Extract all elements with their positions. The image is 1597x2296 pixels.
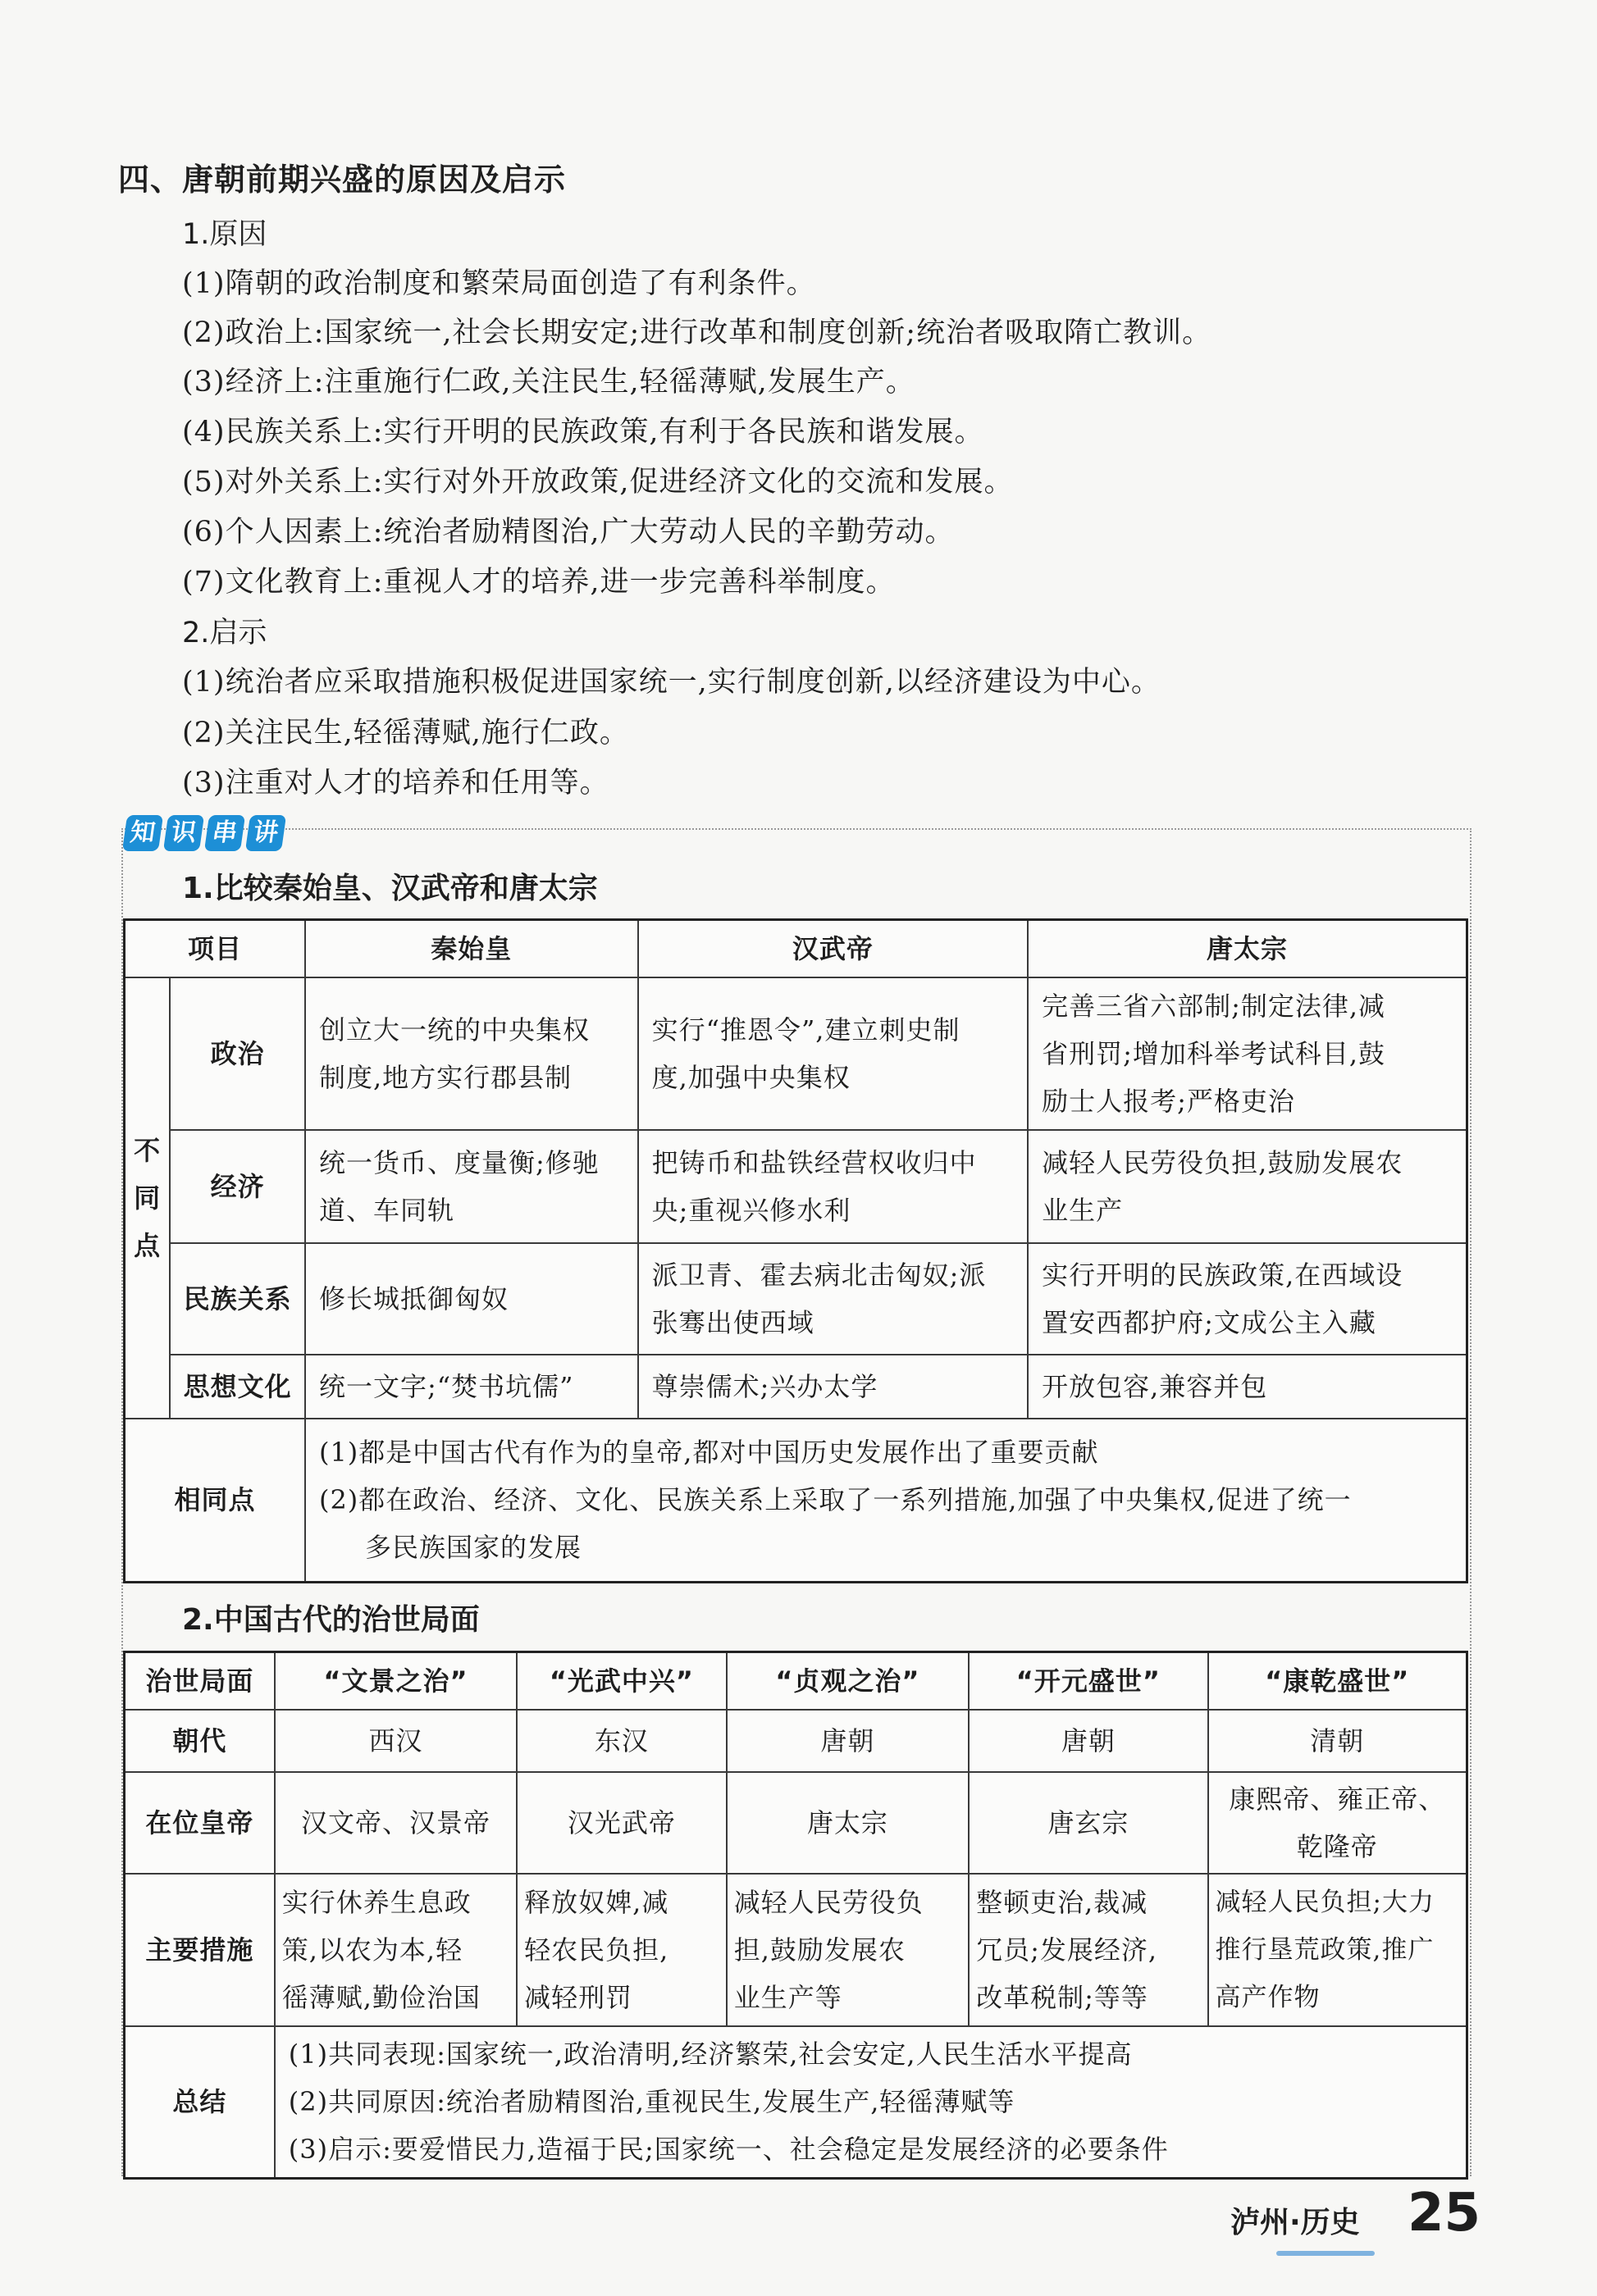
header-cell: 治世局面 xyxy=(125,1652,275,1710)
cell: 修长城抵御匈奴 xyxy=(305,1243,638,1355)
table1-title: 1.比较秦始皇、汉武帝和唐太宗 xyxy=(182,872,598,905)
header-cell: 唐太宗 xyxy=(1028,920,1467,977)
insight-item: (1)统治者应采取措施积极促进国家统一,实行制度创新,以经济建设为中心。 xyxy=(182,666,1161,699)
badge-char: 讲 xyxy=(245,815,286,851)
badge-char: 串 xyxy=(204,815,245,851)
same-cell: (1)都是中国古代有作为的皇帝,都对中国历史发展作出了重要贡献 (2)都在政治、经济、文化、民族关系上采取了一系列措施,加强了中央集权,促进了统一 多民族国家的发展 xyxy=(305,1419,1467,1583)
cell: 康熙帝、雍正帝、 乾隆帝 xyxy=(1208,1772,1467,1874)
cell: 减轻人民劳役负担,鼓励发展农 业生产 xyxy=(1028,1130,1467,1243)
prosperity-table xyxy=(123,1651,1468,2180)
cell: 开放包容,兼容并包 xyxy=(1028,1355,1467,1419)
header-cell: “开元盛世” xyxy=(969,1652,1207,1710)
knowledge-badge xyxy=(125,815,284,851)
cell: 完善三省六部制;制定法律,减 省刑罚;增加科举考试科目,鼓 励士人报考;严格吏治 xyxy=(1028,977,1467,1130)
aspect-cell: 经济 xyxy=(170,1130,305,1243)
same-label: 相同点 xyxy=(125,1419,305,1583)
comparison-table xyxy=(123,918,1468,1583)
badge-char: 知 xyxy=(122,815,163,851)
cell: 东汉 xyxy=(517,1710,727,1772)
diff-label: 不 同 点 xyxy=(125,977,171,1419)
badge-char: 识 xyxy=(163,815,204,851)
cell: 唐太宗 xyxy=(727,1772,969,1874)
cell: 实行“推恩令”,建立刺史制 度,加强中央集权 xyxy=(638,977,1029,1130)
reason-item: (2)政治上:国家统一,社会长期安定;进行改革和制度创新;统治者吸取隋亡教训。 xyxy=(182,317,1212,349)
header-cell: “康乾盛世” xyxy=(1208,1652,1467,1710)
table2-title: 2.中国古代的治世局面 xyxy=(182,1603,480,1637)
table-row xyxy=(125,1710,1467,1772)
table-row xyxy=(125,1874,1467,2026)
cell: 创立大一统的中央集权 制度,地方实行郡县制 xyxy=(305,977,638,1130)
header-cell: 项目 xyxy=(125,920,305,977)
cell: 清朝 xyxy=(1208,1710,1467,1772)
row-label: 总结 xyxy=(125,2026,275,2179)
aspect-cell: 政治 xyxy=(170,977,305,1130)
cell: 减轻人民负担;大力 推行垦荒政策,推广 高产作物 xyxy=(1208,1874,1467,2026)
cell: 唐朝 xyxy=(969,1710,1207,1772)
row-label: 在位皇帝 xyxy=(125,1772,275,1874)
reason-item: (5)对外关系上:实行对外开放政策,促进经济文化的交流和发展。 xyxy=(182,466,1014,499)
section-title: 四、唐朝前期兴盛的原因及启示 xyxy=(118,162,567,198)
reason-item: (4)民族关系上:实行开明的民族政策,有利于各民族和谐发展。 xyxy=(182,416,984,449)
footer-region: 泸州·历史 xyxy=(1230,2206,1360,2239)
row-label: 主要措施 xyxy=(125,1874,275,2026)
insights-heading: 2.启示 xyxy=(182,617,267,649)
header-cell: 秦始皇 xyxy=(305,920,638,977)
aspect-cell: 民族关系 xyxy=(170,1243,305,1355)
cell: 减轻人民劳役负 担,鼓励发展农 业生产等 xyxy=(727,1874,969,2026)
cell: 唐朝 xyxy=(727,1710,969,1772)
cell: 统一货币、度量衡;修驰 道、车同轨 xyxy=(305,1130,638,1243)
reasons-heading: 1.原因 xyxy=(182,218,267,251)
aspect-cell: 思想文化 xyxy=(170,1355,305,1419)
table-row xyxy=(125,1243,1467,1355)
cell: 把铸币和盐铁经营权收归中 央;重视兴修水利 xyxy=(638,1130,1029,1243)
page-number: 25 xyxy=(1408,2183,1481,2244)
row-label: 朝代 xyxy=(125,1710,275,1772)
cell: 汉光武帝 xyxy=(517,1772,727,1874)
table-row xyxy=(125,1130,1467,1243)
table-row xyxy=(125,1772,1467,1874)
cell: 汉文帝、汉景帝 xyxy=(275,1772,517,1874)
header-cell: 汉武帝 xyxy=(638,920,1029,977)
table-row xyxy=(125,1419,1467,1583)
table-header-row xyxy=(125,920,1467,977)
header-cell: “贞观之治” xyxy=(727,1652,969,1710)
reason-item: (1)隋朝的政治制度和繁荣局面创造了有利条件。 xyxy=(182,267,816,300)
reason-item: (6)个人因素上:统治者励精图治,广大劳动人民的辛勤劳动。 xyxy=(182,516,955,549)
table-header-row xyxy=(125,1652,1467,1710)
cell: 唐玄宗 xyxy=(969,1772,1207,1874)
cell: 实行休养生息政 策,以农为本,轻 徭薄赋,勤俭治国 xyxy=(275,1874,517,2026)
footer-decoration xyxy=(1276,2251,1375,2256)
header-cell: “光武中兴” xyxy=(517,1652,727,1710)
cell: 派卫青、霍去病北击匈奴;派 张骞出使西域 xyxy=(638,1243,1029,1355)
table-row xyxy=(125,977,1467,1130)
header-cell: “文景之治” xyxy=(275,1652,517,1710)
table-row xyxy=(125,2026,1467,2179)
cell: 整顿吏治,裁减 冗员;发展经济, 改革税制;等等 xyxy=(969,1874,1207,2026)
summary-cell: (1)共同表现:国家统一,政治清明,经济繁荣,社会安定,人民生活水平提高 (2)共同原因:统治者励精图治,重视民生,发展生产,轻徭薄赋等 (3)启示:要爱惜民力,造福于民;国家统一、社会稳定是发展经济的必要条件 xyxy=(275,2026,1467,2179)
cell: 尊崇儒术;兴办太学 xyxy=(638,1355,1029,1419)
cell: 西汉 xyxy=(275,1710,517,1772)
cell: 释放奴婢,减 轻农民负担, 减轻刑罚 xyxy=(517,1874,727,2026)
insight-item: (2)关注民生,轻徭薄赋,施行仁政。 xyxy=(182,717,629,749)
cell: 实行开明的民族政策,在西域设 置安西都护府;文成公主入藏 xyxy=(1028,1243,1467,1355)
table-row xyxy=(125,1355,1467,1419)
reason-item: (7)文化教育上:重视人才的培养,进一步完善科举制度。 xyxy=(182,566,896,599)
cell: 统一文字;“焚书坑儒” xyxy=(305,1355,638,1419)
insight-item: (3)注重对人才的培养和任用等。 xyxy=(182,767,609,800)
reason-item: (3)经济上:注重施行仁政,关注民生,轻徭薄赋,发展生产。 xyxy=(182,366,915,399)
